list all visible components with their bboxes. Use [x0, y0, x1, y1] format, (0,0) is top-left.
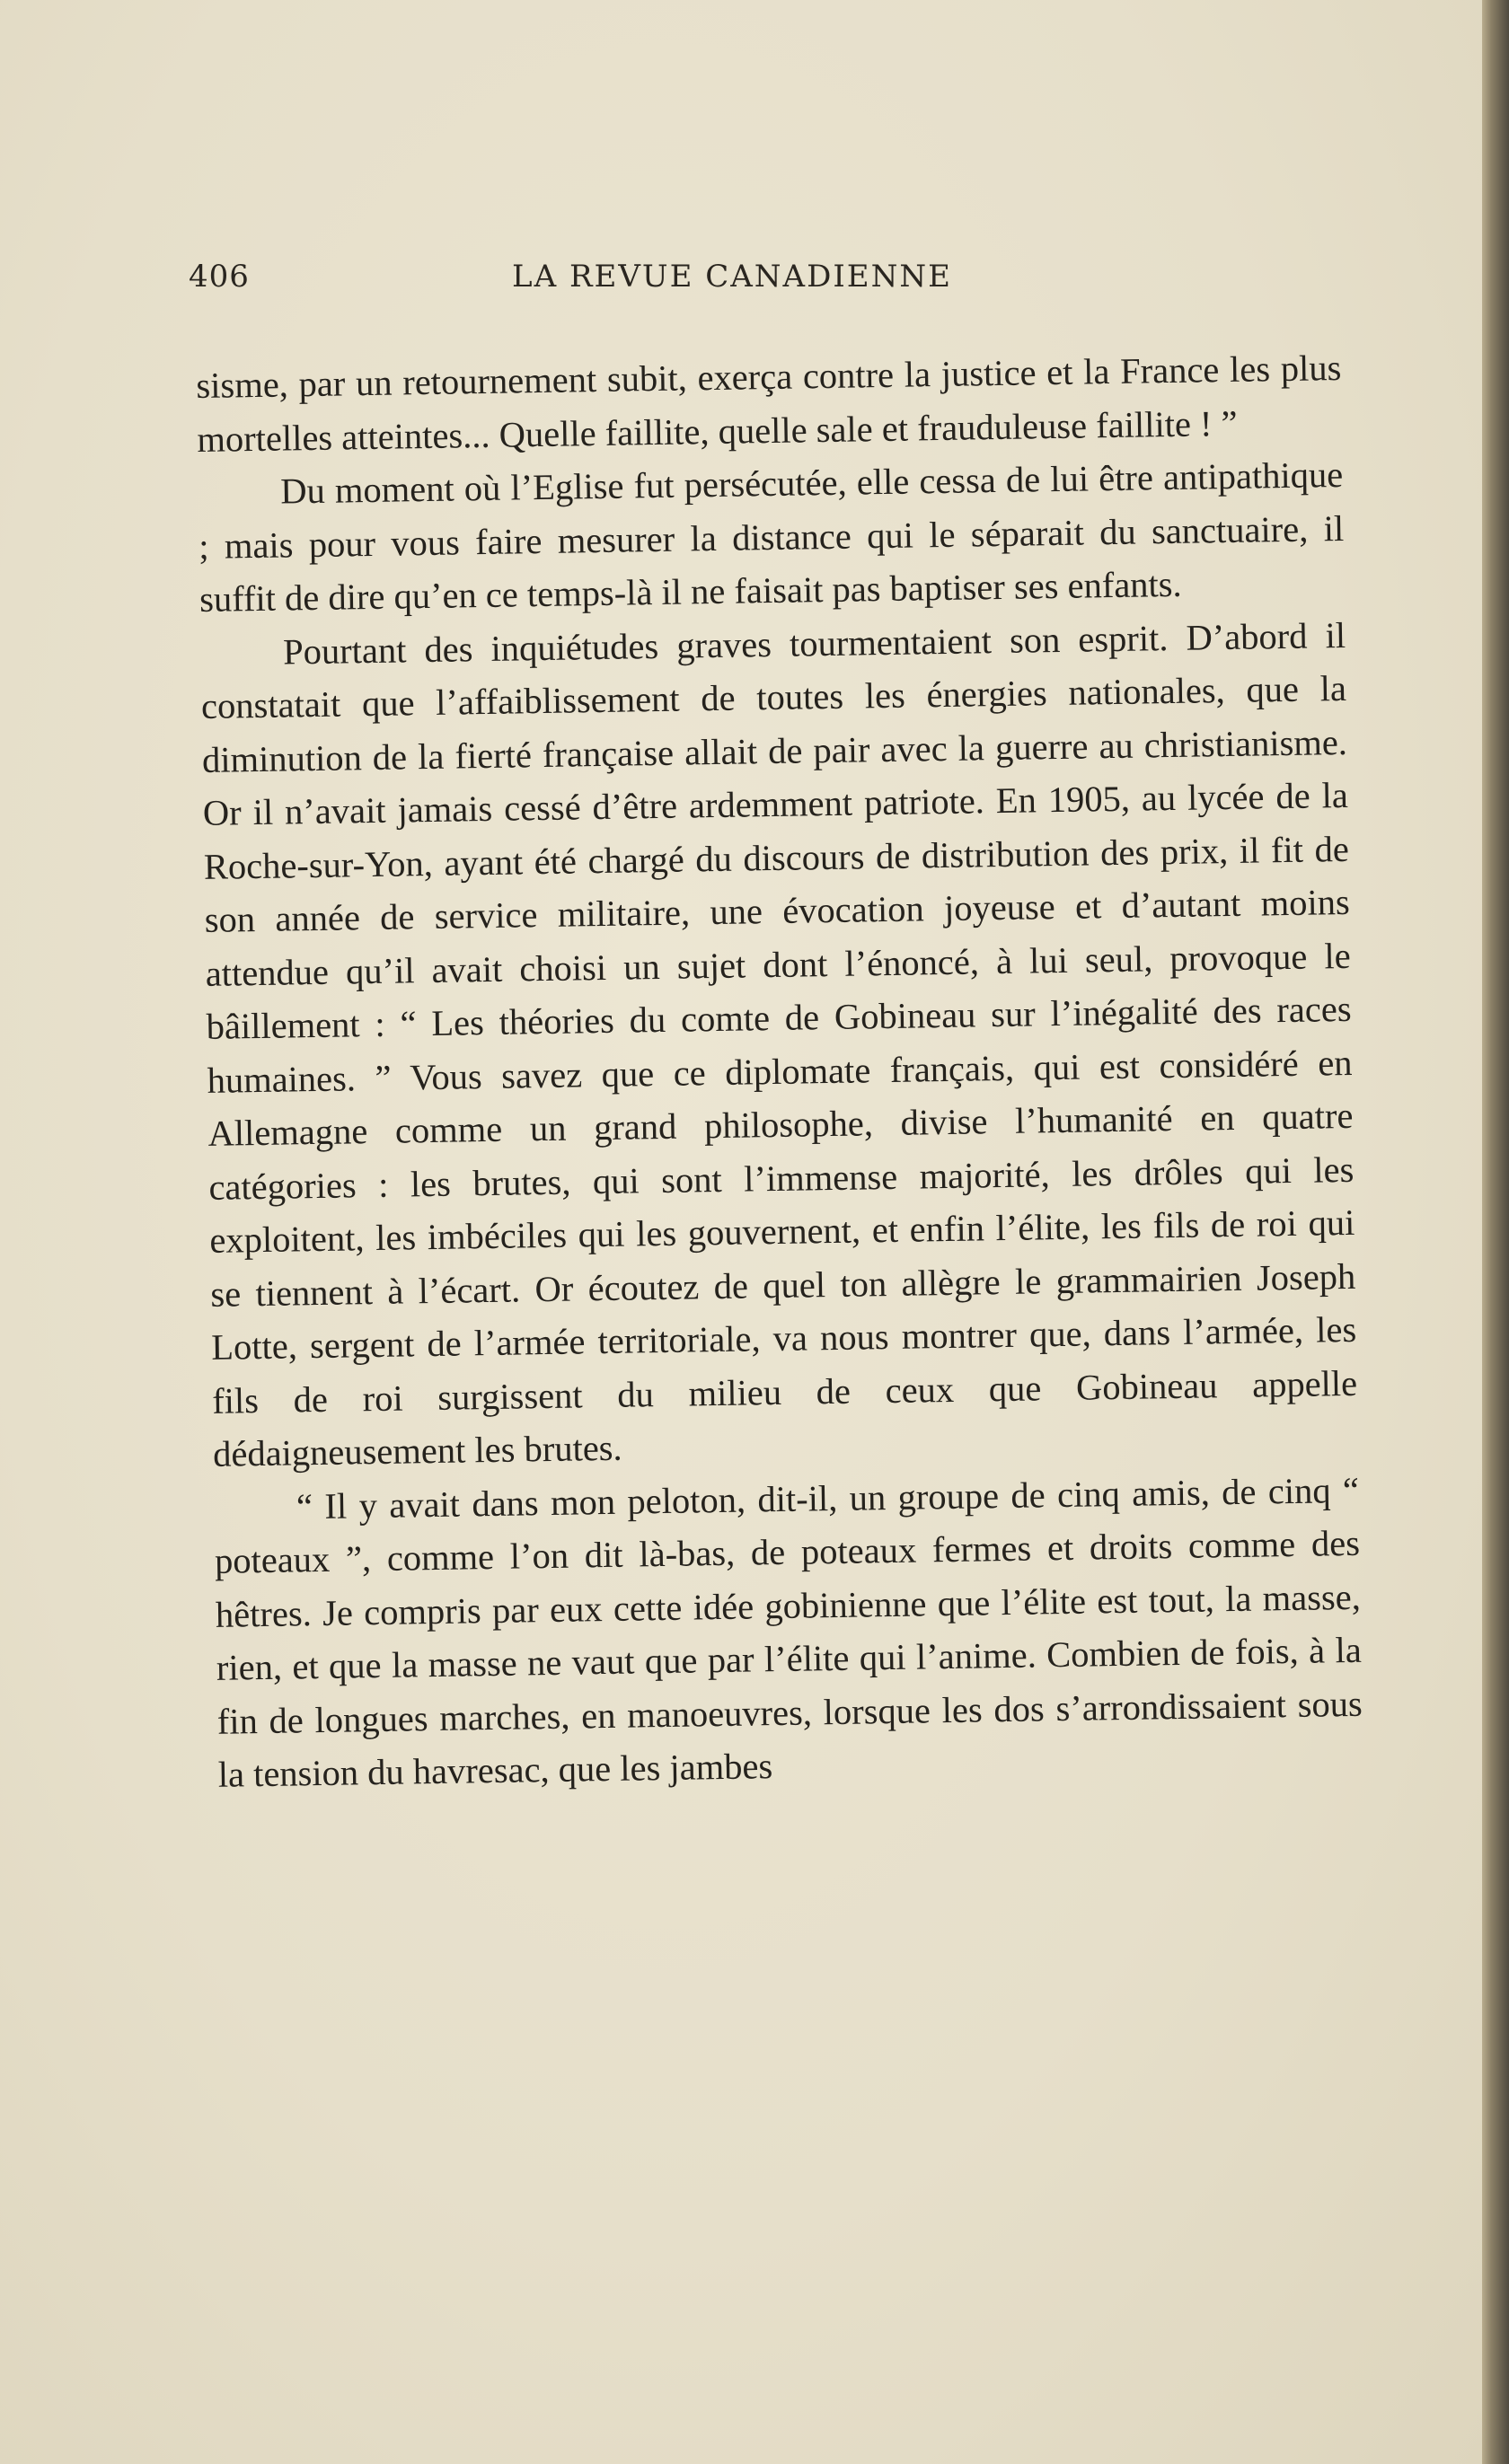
running-head — [189, 259, 1343, 304]
page-edge-shadow — [1482, 0, 1509, 2464]
journal-title: LA REVUE CANADIENNE — [512, 259, 952, 295]
body-text — [196, 341, 1369, 2155]
page-number: 406 — [189, 259, 250, 295]
paragraph: Pourtant des inquiétudes graves tourmentaient son esprit. D’abord il constatait que l’affaiblissement de toutes les énergies nationales, que la diminution de la fierté française allait de pair avec la guerre au christianisme. Or il n’avait jamais cessé d’être ardemment patriote. En 1905, au lycée de la Roche-sur-Yon, ayant été chargé du discours de distribution des prix, il fit de son année de service militaire, une évocation joyeuse et d’autant moins attendue qu’il avait choisi un sujet dont l’énoncé, à lui seul, provoque le bâillement : “ Les théories du comte de Gobineau sur l’inégalité des races humaines. ” Vous savez que ce diplomate français, qui est considéré en Allemagne comme un grand philosophe, divise l’humanité en quatre catégories : les brutes, qui sont l’immense majorité, les drôles qui les exploitent, les imbéciles qui les gouvernent, et enfin l’élite, les fils de roi qui se tiennent à l’écart. Or écoutez de quel ton allègre le grammairien Joseph Lotte, sergent de l’armée territoriale, va nous montrer que, dans l’armée, les fils de roi surgissent du milieu de ceux que Gobineau appelle dédaigneusement les brutes. — [200, 614, 1358, 1474]
paragraph-continuation: sisme, par un retournement subit, exerça contre la justice et la France les plus mortelles atteintes... Quelle faillite, quelle sale et frauduleuse faillite ! ” — [196, 347, 1342, 460]
paragraph: “ Il y avait dans mon peloton, dit-il, un groupe de cinq amis, de cinq “ poteaux ”, comme l’on dit là-bas, de poteaux fermes et droits comme des hêtres. Je compris par eux cette idée gobinienne que l’élite est tout, la masse, rien, et que la masse ne vaut que par l’élite qui l’anime. Combien de fois, à la fin de longues marches, en manoeuvres, lorsque les dos s’arrondissaient sous la tension du havresac, que les jambes — [214, 1469, 1363, 1795]
paragraph: Du moment où l’Eglise fut persécutée, elle cessa de lui être antipathique ; mais pour vous faire mesurer la distance qui le séparait du sanctuaire, il suffit de dire qu’en ce temps-là il ne faisait pas baptiser ses enfants. — [198, 453, 1345, 620]
